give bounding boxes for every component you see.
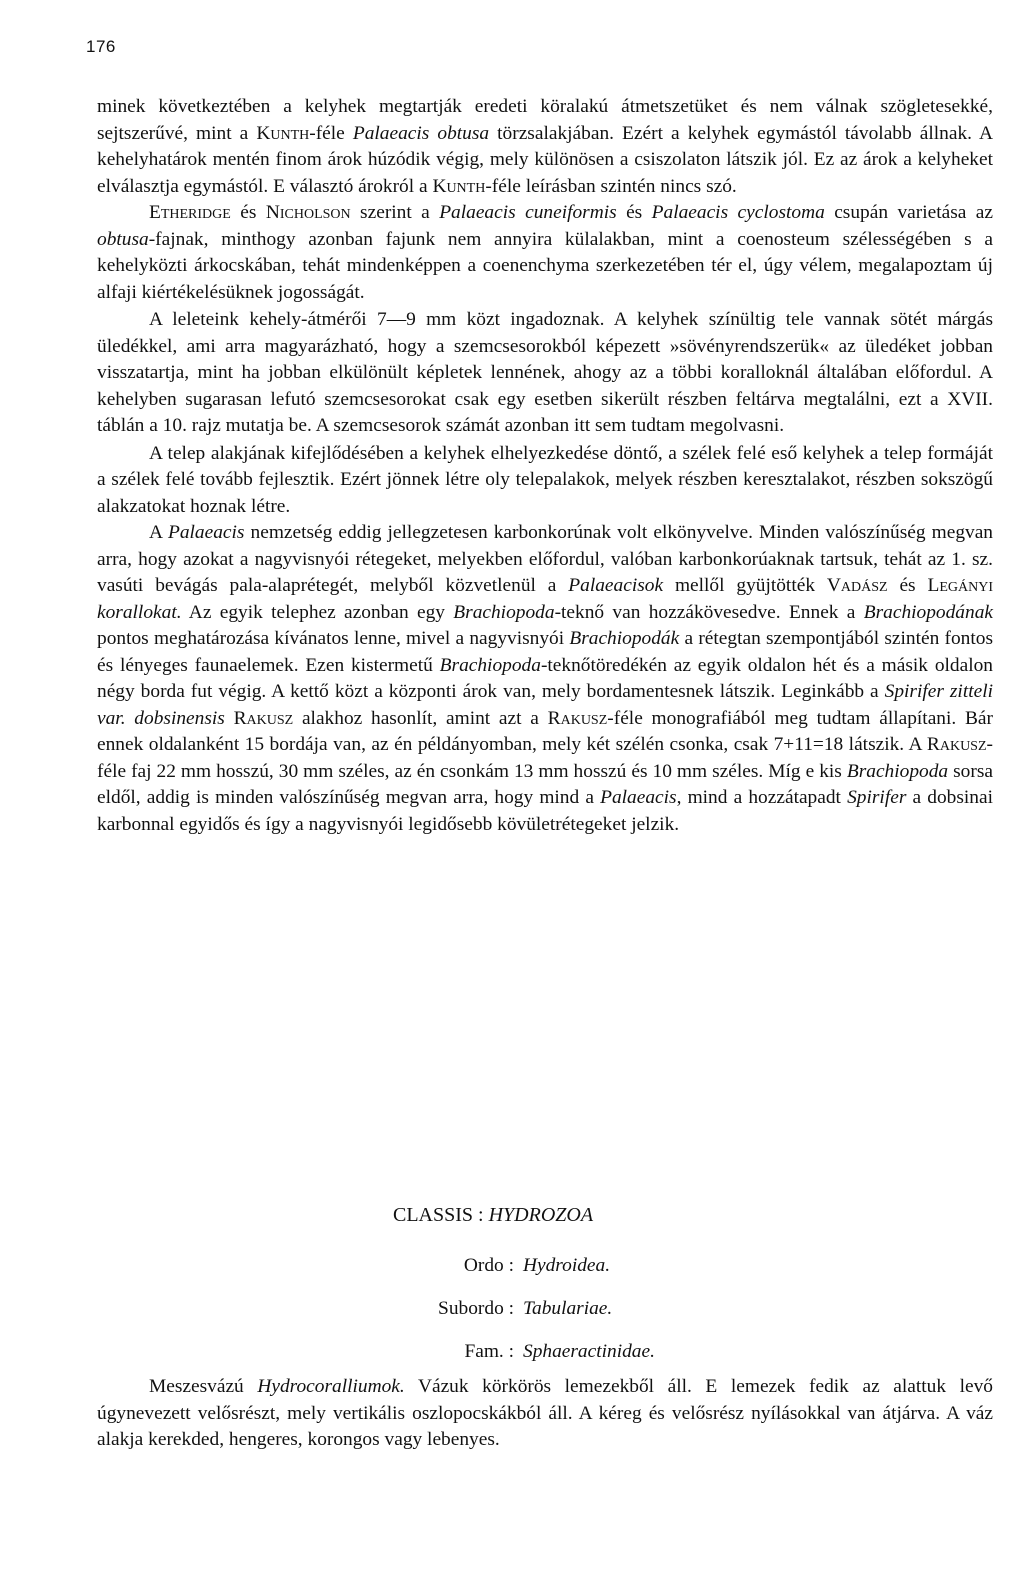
taxonomy-row-ordo	[0, 1253, 1024, 1279]
italic-text: Brachiopoda	[453, 601, 555, 623]
author-name: Legányi	[927, 575, 993, 596]
text-run: minek következtében a kelyhek megtartják eredeti köralakú átmetszetüket és nem válnak szögletesekké, sejtszerűvé, mint a	[97, 96, 993, 144]
text-run: -teknőtöredékén az egyik oldalon hét és a másik oldalon négy borda fut végig. A kettő közt a központi árok van, mely bordamentesnek látszik. Leginkább a	[97, 654, 993, 702]
paragraph	[97, 520, 993, 838]
author-name: Nicholson	[265, 202, 351, 223]
taxonomy-label: Ordo :	[463, 1255, 514, 1276]
text-run: -féle monografiából meg tudtam állapítani. Bár ennek oldalanként 15 bordája van, az én példányomban, mely két szélén csonka, csak 7+11=18 látszik. A	[97, 707, 993, 755]
text-run: mellől gyüjtötték	[663, 575, 827, 596]
text-run: szerint a	[350, 202, 440, 223]
italic-text: Brachiopodának	[863, 601, 993, 623]
taxonomy-row-subordo	[0, 1296, 1024, 1322]
body-text	[97, 94, 993, 838]
text-run: Meszesvázú	[149, 1376, 258, 1397]
text-run: A leleteink kehely-átmérői 7—9 mm közt ingadoznak. A kelyhek színültig tele vannak sötét márgás üledékkel, ami arra magyarázható, hogy a szemcsesorokból képezett »sövényrendszerük« az üledéket jobban visszatartja, mint ha jobban elkülönült képletek lennének, ahogy az a többi koralloknál általában előfordul. A kehelyben sugarasan lefutó szemcsesorokat csak egy esetben sikerült részben feltárva megtalálni, ezt a XVII. táblán a 10. rajz mutatja be. A szemcsesorok számát azonban itt sem tudtam megolvasni.	[97, 309, 993, 436]
taxonomy-label: Fam. :	[464, 1341, 514, 1362]
text-run	[225, 708, 234, 729]
text-run: nemzetség eddig jellegzetesen karbonkorúnak volt elkönyvelve. Minden valószínűség megvan arra, hogy azokat a nagyvisnyói rétegeket, melyekben előfordul, valóban karbonkorúaknak tartsuk, tehát az 1. sz. vasúti bevágás pala-alaprétegét, melyből közvetlenül a	[97, 522, 994, 596]
italic-text: Palaeacisok	[568, 575, 664, 596]
italic-text: Brachiopoda	[846, 760, 949, 782]
taxonomy-value: Hydroidea.	[523, 1255, 611, 1276]
author-name: Kunth	[432, 175, 486, 197]
text-run: pontos meghatározása kívánatos lenne, mivel a nagyvisnyói	[97, 628, 570, 649]
italic-text: Palaeacis	[600, 787, 677, 808]
paragraph	[97, 1374, 993, 1454]
italic-text: obtusa	[97, 228, 149, 250]
paragraph	[97, 200, 993, 306]
italic-text: Palaeacis cuneiformis	[439, 202, 617, 223]
text-run: -féle leírásban szintén nincs szó.	[485, 175, 737, 197]
text-run: a rétegtan szempontjából szintén fontos és lényeges faunaelemek. Ezen kistermetű	[97, 628, 993, 676]
text-run: csupán varietása az	[824, 202, 993, 223]
text-run: törzsalakjában. Ezért a kelyhek egymástól távolabb állnak. A kehelyhatárok mentén finom árok húzódik végig, mely különösen a csiszolaton látszik jól. Ez az árok a kelyheket elválasztja egymástól. E választó árokról a	[97, 122, 993, 197]
author-name: Vadász	[826, 575, 888, 596]
italic-text: Brachiopodák	[569, 628, 680, 649]
text-run: és	[616, 202, 652, 223]
author-name: Kunth	[256, 122, 310, 144]
author-name: Rakusz	[926, 734, 987, 755]
paragraph	[97, 441, 993, 521]
taxonomy-row-fam	[0, 1339, 1024, 1365]
italic-text: Hydrocoralliumok.	[257, 1376, 405, 1397]
text-run: -féle faj 22 mm hosszú, 30 mm széles, az én csonkám 13 mm hosszú és 10 mm széles. Míg e kis	[97, 734, 993, 782]
italic-text: Palaeacis	[168, 522, 245, 543]
italic-text: Spirifer	[847, 787, 907, 808]
taxonomy-value: Tabulariae.	[523, 1298, 613, 1319]
text-run: a dobsinai karbonnal egyidős és így a nagyvisnyói legidősebb kövületrétegeket jelzik.	[97, 787, 993, 835]
italic-text: korallokat.	[97, 601, 182, 623]
paragraph	[97, 94, 993, 200]
author-name: Etheridge	[149, 202, 231, 223]
classis-value: HYDROZOA	[488, 1204, 594, 1226]
text-run: A	[149, 522, 168, 543]
author-name: Rakusz	[547, 707, 608, 729]
classis-label: CLASSIS :	[393, 1204, 484, 1226]
text-run: Az egyik telephez azonban egy	[181, 601, 454, 623]
taxonomy-value: Sphaeractinidae.	[523, 1341, 655, 1362]
paragraph	[97, 307, 993, 440]
text-run: -teknő van hozzákövesedve. Ennek a	[554, 601, 864, 623]
text-run: és	[230, 202, 266, 223]
text-run: -féle	[309, 122, 353, 144]
text-run: Vázuk körkörös lemezekből áll. E lemezek fedik az alattuk levő úgynevezett velősrészt, mely vertikális oszlopocskákból áll. A kéreg és velősrész nyílásokkal van átjárva. A váz alakja kerekded, hengeres, korongos vagy lebenyes.	[97, 1376, 993, 1450]
page-number: 176	[86, 37, 116, 56]
italic-text: Palaeacis cyclostoma	[651, 202, 825, 223]
text-run: sorsa eldől, addig is minden valószínűség megvan arra, hogy mind a	[97, 760, 993, 808]
author-name: Rakusz	[233, 707, 294, 729]
text-run: , mind a hozzátapadt	[676, 787, 848, 808]
hydrocorallium-paragraph	[97, 1374, 993, 1454]
text-run: A telep alakjának kifejlődésében a kelyhek elhelyezkedése döntő, a szélek felé eső kelyhek a telep formáját a szélek felé tovább fejlesztik. Ezért jönnek létre oly telepalakok, melyek részben keresztalakot, részben sokszögű alakzatokat hoznak létre.	[97, 442, 993, 517]
italic-text: Spirifer zitteli var. dobsinensis	[97, 681, 993, 729]
italic-text: Brachiopoda	[439, 654, 541, 676]
text-run: -fajnak, minthogy azonban fajunk nem annyira külalakban, mint a coenosteum szélességében s a kehelyközti árkocskában, tehát mindenképpen a coenenchyma szerkezetében tér el, úgy vélem, megalapoztam új alfaji kiértékelésüknek jogosságát.	[97, 228, 993, 303]
taxonomy-label: Subordo :	[438, 1298, 514, 1319]
text-run: és	[887, 575, 928, 596]
italic-text: Palaeacis obtusa	[352, 122, 490, 144]
text-run: alakhoz hasonlít, amint azt a	[293, 707, 548, 729]
